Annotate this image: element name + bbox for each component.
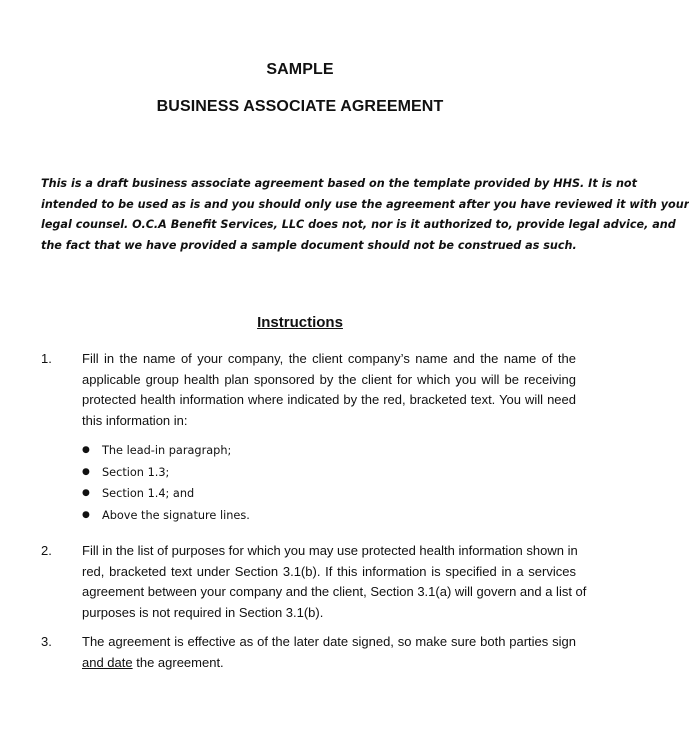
instruction-line: The agreement is effective as of the later date signed, so make sure both parties sign [82, 634, 576, 649]
instruction-number: 3. [41, 634, 52, 649]
bullet-text: Above the signature lines. [102, 509, 250, 523]
instruction-text [82, 541, 587, 623]
instruction-line: this information in: [82, 412, 188, 428]
disclaimer-paragraph [41, 174, 689, 256]
instruction-line: red, bracketed text under Section 3.1(b). If this information is specified in a services [82, 563, 576, 579]
instruction-line: Fill in the name of your company, the client company’s name and the name of the [82, 351, 576, 366]
bullet-dot-icon: ● [82, 488, 90, 499]
bullet-item [82, 483, 382, 505]
instruction-line: protected health information where indicated by the red, bracketed text. You will need [82, 392, 576, 407]
instruction-line: purposes is not required in Section 3.1(b). [82, 604, 324, 620]
disclaimer-line: legal counsel. O.C.A Benefit Services, LLC does not, nor is it authorized to, provide legal advice, and [41, 218, 676, 231]
instruction-line-tail: the agreement. [132, 654, 224, 670]
bullet-item [82, 440, 382, 462]
bullet-item [82, 505, 382, 527]
bullet-list [82, 440, 382, 527]
bullet-dot-icon: ● [82, 466, 90, 477]
document-title: SAMPLE [266, 61, 334, 78]
instruction-line: Fill in the list of purposes for which you may use protected health information shown in [82, 543, 578, 558]
disclaimer-line: the fact that we have provided a sample document should not be construed as such. [41, 238, 577, 252]
bullet-text: The lead-in paragraph; [102, 444, 232, 457]
underlined-phrase: and date [82, 654, 133, 670]
instruction-text [82, 349, 576, 431]
bullet-text: Section 1.3; [102, 465, 170, 479]
document-subtitle: BUSINESS ASSOCIATE AGREEMENT [156, 98, 444, 115]
instruction-line: applicable group health plan sponsored by the client for which you will be receiving [82, 371, 576, 387]
disclaimer-line: This is a draft business associate agreement based on the template provided by HHS. It is not [41, 177, 637, 190]
instruction-number: 2. [41, 543, 52, 558]
instruction-number: 1. [41, 351, 52, 366]
bullet-dot-icon: ● [82, 445, 90, 455]
instruction-line: agreement between your company and the client, Section 3.1(a) will govern and a list of [82, 584, 587, 599]
bullet-item [82, 462, 382, 484]
bullet-dot-icon: ● [82, 510, 90, 521]
bullet-text: Section 1.4; and [102, 487, 195, 501]
instruction-text [82, 632, 576, 673]
instruction-line-last [82, 653, 576, 674]
instructions-heading: Instructions [257, 314, 343, 331]
disclaimer-line: intended to be used as is and you should only use the agreement after you have reviewed it with your [41, 197, 689, 211]
